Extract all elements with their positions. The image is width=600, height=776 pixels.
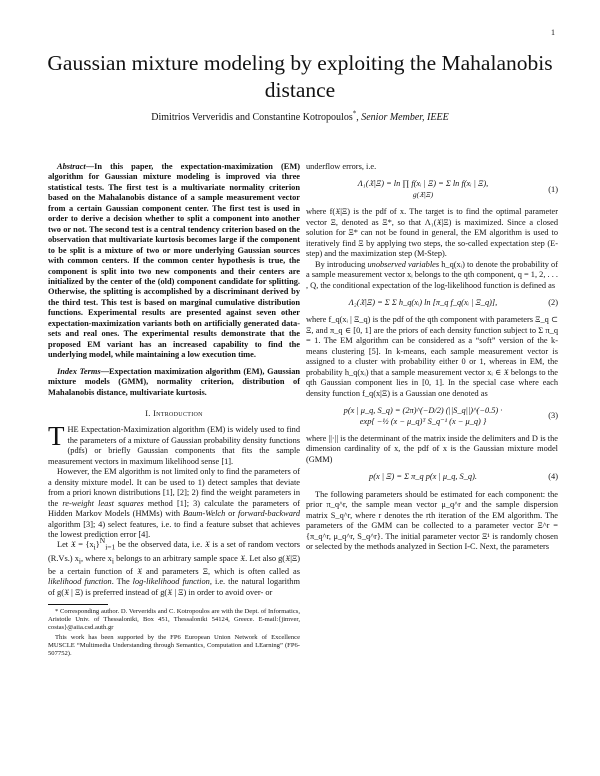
right-paragraph-6: The following parameters should be estimated for each component: the prior π_q^r, the sample mean vector μ_q^r and the sample dispersion matrix S_q^r, where r denotes the rth iteration of the EM algorithm. The parameters of the GMM can be collected to a parameter vector Ξ^r = {π_q^r, μ_q^r, S_q^r}. The initial parameter vector Ξ¹ is randomly chosen or selected by the methods analyzed in Section I-C. Next, the parameters — [306, 489, 558, 552]
author-names: Dimitrios Ververidis and Constantine Kotropoulos — [151, 112, 353, 123]
equation-3-line-2: exp{ −½ (x − μ_q)ᵀ S_q⁻¹ (x − μ_q) } — [359, 416, 487, 426]
left-column — [48, 162, 300, 658]
right-paragraph-5: where ||·|| is the determinant of the matrix inside the delimiters and D is the dimension cardinality of x, the pdf of x is the Gaussian mixture model (GMM) — [306, 433, 558, 464]
equation-2-number: (2) — [548, 297, 558, 307]
equation-2-body: Λ₂(𝔛|Ξ) = Σ Σ h_q(xᵢ) ln [π_q f_q(xᵢ | Ξ_q)], — [348, 297, 498, 307]
right-paragraph-2: where f(𝔛|Ξ) is the pdf of x. The target is to find the optimal parameter vector Ξ, denoted as Ξ*, so that Λ₁(𝔛|Ξ) is maximized. Since a closed solution for Ξ* can not be found in general, the EM algorithm is used to iteratively find Ξ by applying two steps, the so-called expectation step (E-step) and the maximization step (M-Step). — [306, 207, 558, 259]
equation-4-number: (4) — [548, 472, 558, 482]
index-terms — [48, 367, 300, 398]
right-paragraph-3: By introducing unobserved variables h_q(xᵢ) to denote the probability of a sample measurement vector xᵢ belongs to the qth component, q = 1, 2, . . . , Q, the conditional expectation of the log-likelihood function is defined as — [306, 259, 558, 290]
section-number: I. — [145, 408, 151, 418]
intro-paragraph-1: THE Expectation-Maximization algorithm (EM) is widely used to find the parameters of a mixture of Gaussian probability density functions (pdfs) or briefly Gaussian components that fits the sample measurement vectors in maximum likelihood sense [1]. — [48, 421, 300, 466]
index-terms-text: —Expectation maximization algorithm (EM), Gaussian mixture models (GMM), normality criterion, distribution of Mahalanobis distance, multivariate kurtosis. — [48, 366, 300, 397]
abstract-text: —In this paper, the expectation-maximization (EM) algorithm for Gaussian mixture modeling is improved via three statistical tests. The first test is a multivariate normality criterion based on the Mahalanobis distance of a sample measurement vector from a certain Gaussian component center. The first test is used in order to derive a decision whether to split a component into another two or not. The second test is a central tendency criterion based on the observation that multivariate kurtosis becomes large if the component to be split is a mixture of two or more underlying Gaussian sources with common centers. If the common center hypothesis is true, the component is split into two new components and their centers are initialized by the center of the (old) component candidate for splitting. Otherwise, the splitting is accomplished by a discriminant derived by the third test. This test is based on marginal cumulative distribution functions. Experimental results are presented against seven other expectation-maximization variants both on artificially generated data-sets and real ones. The experimental results demonstrate that the proposed EM variant has an increased capability to find the underlying model, while maintaining a low execution time. — [48, 162, 300, 360]
author-membership: Senior Member, IEEE — [361, 112, 449, 123]
author-line: Dimitrios Ververidis and Constantine Kotropoulos*, Senior Member, IEEE — [151, 109, 449, 123]
footnote-corresponding: * Corresponding author. D. Ververidis and C. Kotropoulos are with the Dept. of Informatics, Aristotle Univ. of Thessaloniki, Box 451, Thessaloniki 54124, Greece. E-mail:{jimver, costas}@aiia.csd.auth.gr — [48, 607, 300, 632]
equation-1-underbrace: g(𝔛|Ξ) — [412, 189, 434, 199]
abstract — [48, 162, 300, 361]
equation-3 — [306, 406, 558, 427]
author-mark: * — [352, 109, 357, 118]
right-column — [306, 162, 558, 553]
equation-1-body: Λ₁(𝔛|Ξ) = ln ∏ f(xᵢ | Ξ) = Σ ln f(xᵢ | Ξ), — [357, 179, 489, 189]
index-terms-label: Index Terms — [57, 366, 101, 376]
equation-1 — [306, 179, 558, 200]
right-paragraph-1: underflow errors, i.e. — [306, 162, 377, 171]
equation-2 — [306, 298, 558, 308]
equation-1-number: (1) — [548, 184, 558, 194]
equation-3-number: (3) — [548, 411, 558, 421]
drop-cap: T — [48, 421, 65, 452]
section-heading — [48, 409, 300, 419]
footnote-rule — [48, 604, 108, 605]
equation-4 — [306, 472, 558, 482]
intro-paragraph-3: Let 𝔛 = $\{x_i\}^N_{i=1}$ be the observed data, i.e. 𝔛 is a set of random vectors (R.Vs.) $x_i$, where $x_i$ belongs to an arbitrary sample space 𝔛. Let also g(𝔛|Ξ) be a certain function of 𝔛 and parameters Ξ, which is often called as likelihood function. The log-likelihood function, i.e. the natural logarithm of g(𝔛 | Ξ) is preferred instead of g(𝔛 | Ξ) in order to avoid over- or — [48, 536, 301, 597]
equation-3-line-1: p(x | μ_q, S_q) = (2π)^(−D/2) (||S_q||)^(−0.5) · — [343, 406, 503, 416]
equation-4-body: p(x | Ξ) = Σ π_q p(x | μ_q, S_q). — [369, 472, 477, 482]
paper-title: Gaussian mixture modeling by exploiting the Mahalanobis distance — [47, 51, 553, 102]
abstract-label: Abstract — [57, 162, 86, 171]
footnote-funding: This work has been supported by the FP6 European Union Network of Excellence MUSCLE “Multimedia Understanding through Semantics, Computation and LEarning” (FP6-507752). — [48, 633, 300, 657]
intro-paragraph-2: However, the EM algorithm is not limited only to find the parameters of a density mixture model. It can be used to 1) detect samples that deviate from a priori known distributions [1], [2]; 2) find the weight parameters in the re-weight least squares method [1]; 3) calculate the parameters of Hidden Markov Models (HMMs) with Baum-Welch or forward-backward algorithm [3]; 4) select features, i.e. to find a feature subset that achieves the lowest prediction error [4]. — [48, 467, 300, 539]
page-number: 1 — [551, 28, 555, 37]
section-title: Introduction — [153, 408, 203, 418]
right-paragraph-4: where f_q(xᵢ | Ξ_q) is the pdf of the qth component with parameters Ξ_q ⊂ Ξ, and π_q ∈ [0, 1] are the priors of each density function subject to Σ π_q = 1. The EM algorithm can be considered as a “soft” version of the k-means clustering [5]. In k-means, each sample measurement vector is assigned to a cluster with probability either 0 or 1, whereas in EM, the probability h_q(xᵢ) that a sample measurement vector xᵢ ∈ 𝔛 belongs to the qth Gaussian component lies in [0, 1]. In the special case where each density function f_q(x|Ξ) is a Gaussian one denoted as — [306, 315, 558, 398]
